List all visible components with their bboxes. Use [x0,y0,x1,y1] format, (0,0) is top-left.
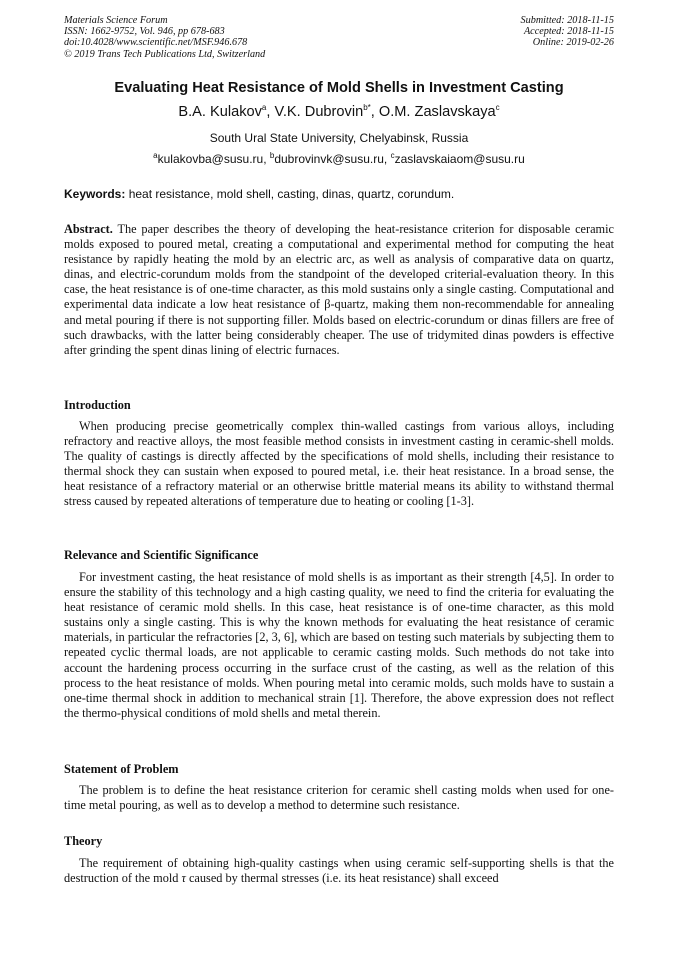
abstract-text: The paper describes the theory of developing the heat-resistance criterion for disposable ceramic molds exposed to poured metal, creating a computational and experimental method for computing the heat resistance by rapidly heating the mold by an electric arc, as well as analysis of comparative data on quartz, dinas, and electric-corundum molds from the standpoint of the developed criterial-evaluation theory. In this case, the heat resistance is of one-time character, as this mold sustains only a single casting. Computational and experimental data indicate a low heat resistance of β-quartz, making them non-recommendable for annealing and metal pouring if there is not supporting filler. Molds based on electric-corundum or dinas fillers are free of such drawbacks, with the latter being considerably cheaper. The use of tridymited dinas powders is effective after grinding the spent dinas lining of electric furnaces. [64,222,614,357]
journal-issn: ISSN: 1662-9752, Vol. 946, pp 678-683 [64,26,225,38]
author-affiliation-mark: a [261,103,267,113]
journal-header-right [521,15,614,49]
email-mark: a [153,151,158,160]
journal-name: Materials Science Forum [64,15,168,26]
email-list [0,152,678,166]
email-link[interactable]: kulakovba@susu.ru [157,152,264,166]
section-heading-theory: Theory [64,834,103,848]
author-name: O.M. Zaslavskaya [378,104,496,120]
theory-text-after: caused by thermal stresses (i.e. its heat resistance) shall exceed [185,871,499,886]
journal-doi: doi:10.4028/www.scientific.net/MSF.946.678 [64,37,248,49]
email-separator: , [263,152,270,166]
author-name: B.A. Kulakov [178,104,262,120]
section-heading-relevance: Relevance and Scientific Significance [64,548,259,562]
theory-paragraph [64,856,614,886]
section-heading-problem: Statement of Problem [64,762,179,776]
author-list [0,104,678,120]
author-affiliation-mark: b* [363,103,371,113]
author-separator: , [370,104,379,120]
introduction-paragraph: When producing precise geometrically complex thin-walled castings from various alloys, including refractory and reactive alloys, the most feasible method consists in investment casting in ceramic-shell molds. The quality of castings is directly affected by the specifications of mold shells, including their resistance to thermal shock they can sustain when exposed to poured metal, i.e. their heat resistance. In a broad sense, the heat resistance of a refractory material or an otherwise brittle material means its ability to withstand thermal stress caused by repeated alterations of temperature due to heating or cooling [1-3]. [64,419,614,509]
theory-text-before: The requirement of obtaining high-quality castings when using ceramic self-supporting shells is that the destruction of the mold [64,856,614,886]
tau-symbol: τ [181,871,186,886]
affiliation: South Ural State University, Chelyabinsk, Russia [209,131,469,145]
relevance-paragraph: For investment casting, the heat resistance of mold shells is as important as their strength [4,5]. In order to ensure the stability of this technology and a high casting quality, we need to find the criteria for evaluating the heat resistance of ceramic mold shells. In this case, heat resistance is of one-time character, as this mold sustains only a single casting. This is why the known methods for evaluating the heat resistance of ceramic materials, in particular the refractories [2, 3, 6], which are based on testing such materials by subjecting them to repeated cyclic thermal loads, are not applicable to ceramic casting molds. Such methods do not take into account the hardening process occurring in the surface crust of the casting, as well as the relation of this process to the heat resistance of molds. When pouring metal into ceramic molds, such molds have to sustain a one-time thermal shock in addition to mechanical strain [1]. Therefore, the above expression does not reflect the thermo-physical conditions of mold shells and metal therein. [64,570,614,720]
online-date: Online: 2019-02-26 [532,37,614,49]
email-link[interactable]: zaslavskaiaom@susu.ru [394,152,525,166]
abstract-label: Abstract. [64,222,113,236]
email-separator: , [383,152,391,166]
email-mark: c [390,151,395,160]
author-separator: , [266,104,275,120]
keywords [64,187,614,201]
journal-copyright: © 2019 Trans Tech Publications Ltd, Switzerland [64,48,266,60]
email-mark: b [269,151,275,160]
journal-header-left [64,15,265,60]
author-name: V.K. Dubrovin [274,104,364,120]
submitted-date: Submitted: 2018-11-15 [520,15,614,26]
keywords-label: Keywords: [64,187,126,201]
abstract-paragraph [64,222,614,358]
section-heading-introduction: Introduction [64,398,131,412]
paper-title: Evaluating Heat Resistance of Mold Shells in Investment Casting [114,80,564,96]
email-link[interactable]: dubrovinvk@susu.ru [274,152,384,166]
keywords-text: heat resistance, mold shell, casting, dinas, quartz, corundum. [125,187,455,201]
problem-paragraph: The problem is to define the heat resistance criterion for ceramic shell casting molds when used for one-time metal pouring, as well as to develop a method to determine such resistance. [64,783,614,813]
author-affiliation-mark: c [495,103,500,113]
accepted-date: Accepted: 2018-11-15 [523,26,614,38]
